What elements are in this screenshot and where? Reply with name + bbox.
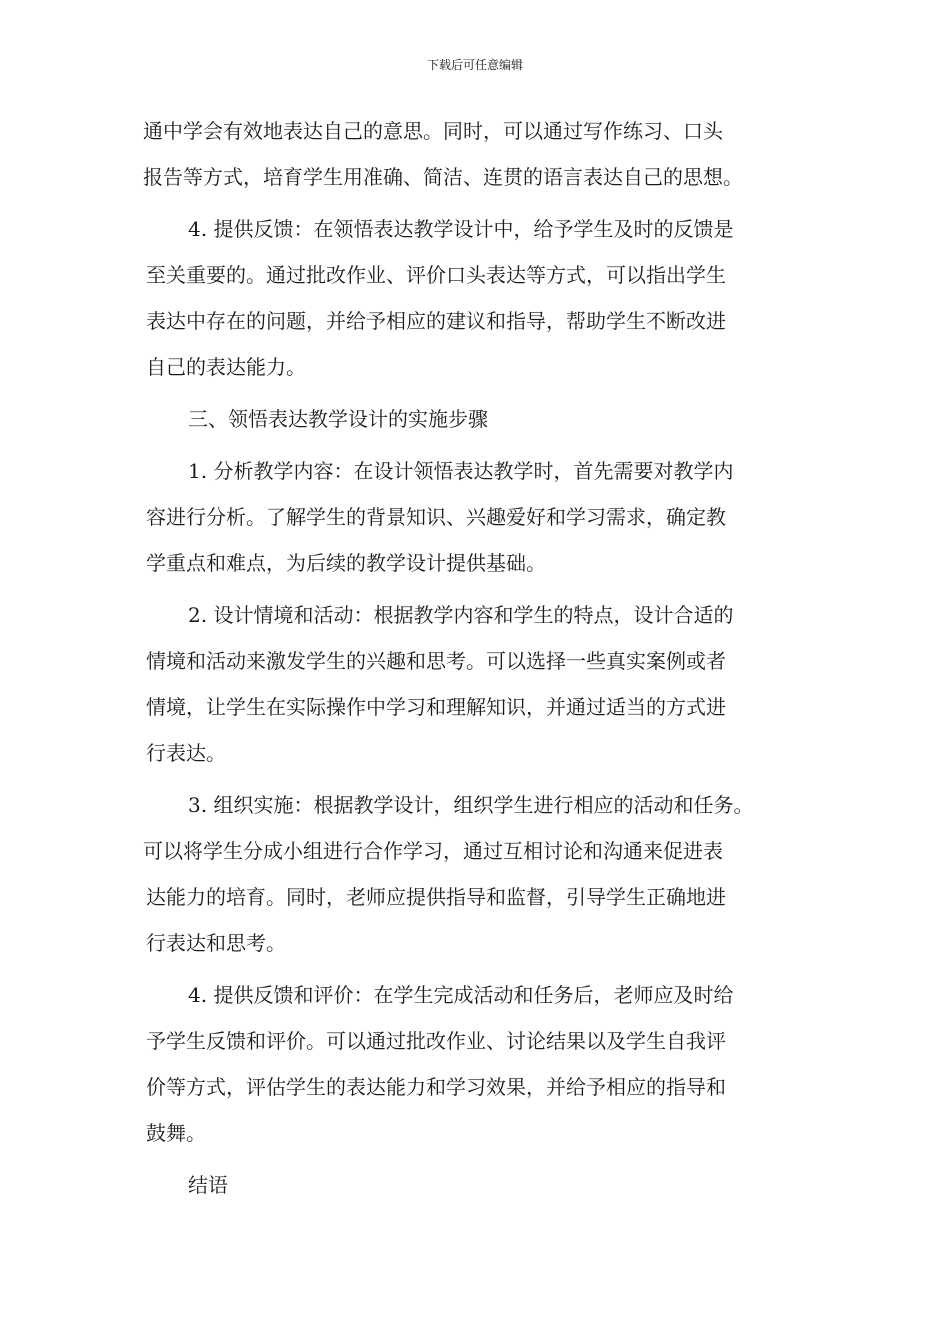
text-line: 行表达。 (146, 741, 226, 765)
text-line: 学重点和难点，为后续的教学设计提供基础。 (146, 551, 546, 575)
text-line: 自己的表达能力。 (146, 355, 306, 379)
paragraph-continuation (143, 108, 816, 200)
text-line: 情境和活动来激发学生的兴趣和思考。可以选择一些真实案例或者 (146, 649, 726, 673)
page-header: 下载后可任意编辑 (426, 58, 523, 72)
text-line: 价等方式，评估学生的表达能力和学习效果，并给予相应的指导和 (146, 1075, 726, 1099)
text-line: 表达中存在的问题，并给予相应的建议和指导，帮助学生不断改进 (146, 309, 726, 333)
document-body (143, 108, 816, 1214)
text-line: 报告等方式，培育学生用准确、简洁、连贯的语言表达自己的思想。 (143, 165, 743, 189)
text-line: 达能力的培育。同时，老师应提供指导和监督，引导学生正确地进 (146, 885, 726, 909)
text-line: 可以将学生分成小组进行合作学习，通过互相讨论和沟通来促进表 (143, 839, 723, 863)
conclusion-heading (146, 1162, 816, 1208)
paragraph-step-3 (143, 782, 816, 966)
text-line: 容进行分析。了解学生的背景知识、兴趣爱好和学习需求，确定教 (146, 505, 726, 529)
paragraph-step-2 (146, 592, 816, 776)
text-line: 4. 提供反馈和评价：在学生完成活动和任务后，老师应及时给 (188, 983, 734, 1007)
text-line: 2. 设计情境和活动：根据教学内容和学生的特点，设计合适的 (188, 603, 734, 627)
text-line: 行表达和思考。 (146, 931, 286, 955)
text-line: 鼓舞。 (146, 1121, 206, 1145)
text-line: 3. 组织实施：根据教学设计，组织学生进行相应的活动和任务。 (188, 793, 754, 817)
text-line: 情境，让学生在实际操作中学习和理解知识，并通过适当的方式进 (146, 695, 726, 719)
section-heading-text: 三、领悟表达教学设计的实施步骤 (188, 407, 488, 431)
paragraph-feedback (146, 206, 816, 390)
conclusion-heading-text: 结语 (188, 1173, 228, 1197)
paragraph-step-1 (146, 448, 816, 586)
text-line: 至关重要的。通过批改作业、评价口头表达等方式，可以指出学生 (146, 263, 726, 287)
text-line: 1. 分析教学内容：在设计领悟表达教学时，首先需要对教学内 (188, 459, 734, 483)
text-line: 通中学会有效地表达自己的意思。同时，可以通过写作练习、口头 (143, 119, 723, 143)
text-line: 4. 提供反馈：在领悟表达教学设计中，给予学生及时的反馈是 (188, 217, 734, 241)
text-line: 予学生反馈和评价。可以通过批改作业、讨论结果以及学生自我评 (146, 1029, 726, 1053)
section-heading (146, 396, 816, 442)
paragraph-step-4 (146, 972, 816, 1156)
